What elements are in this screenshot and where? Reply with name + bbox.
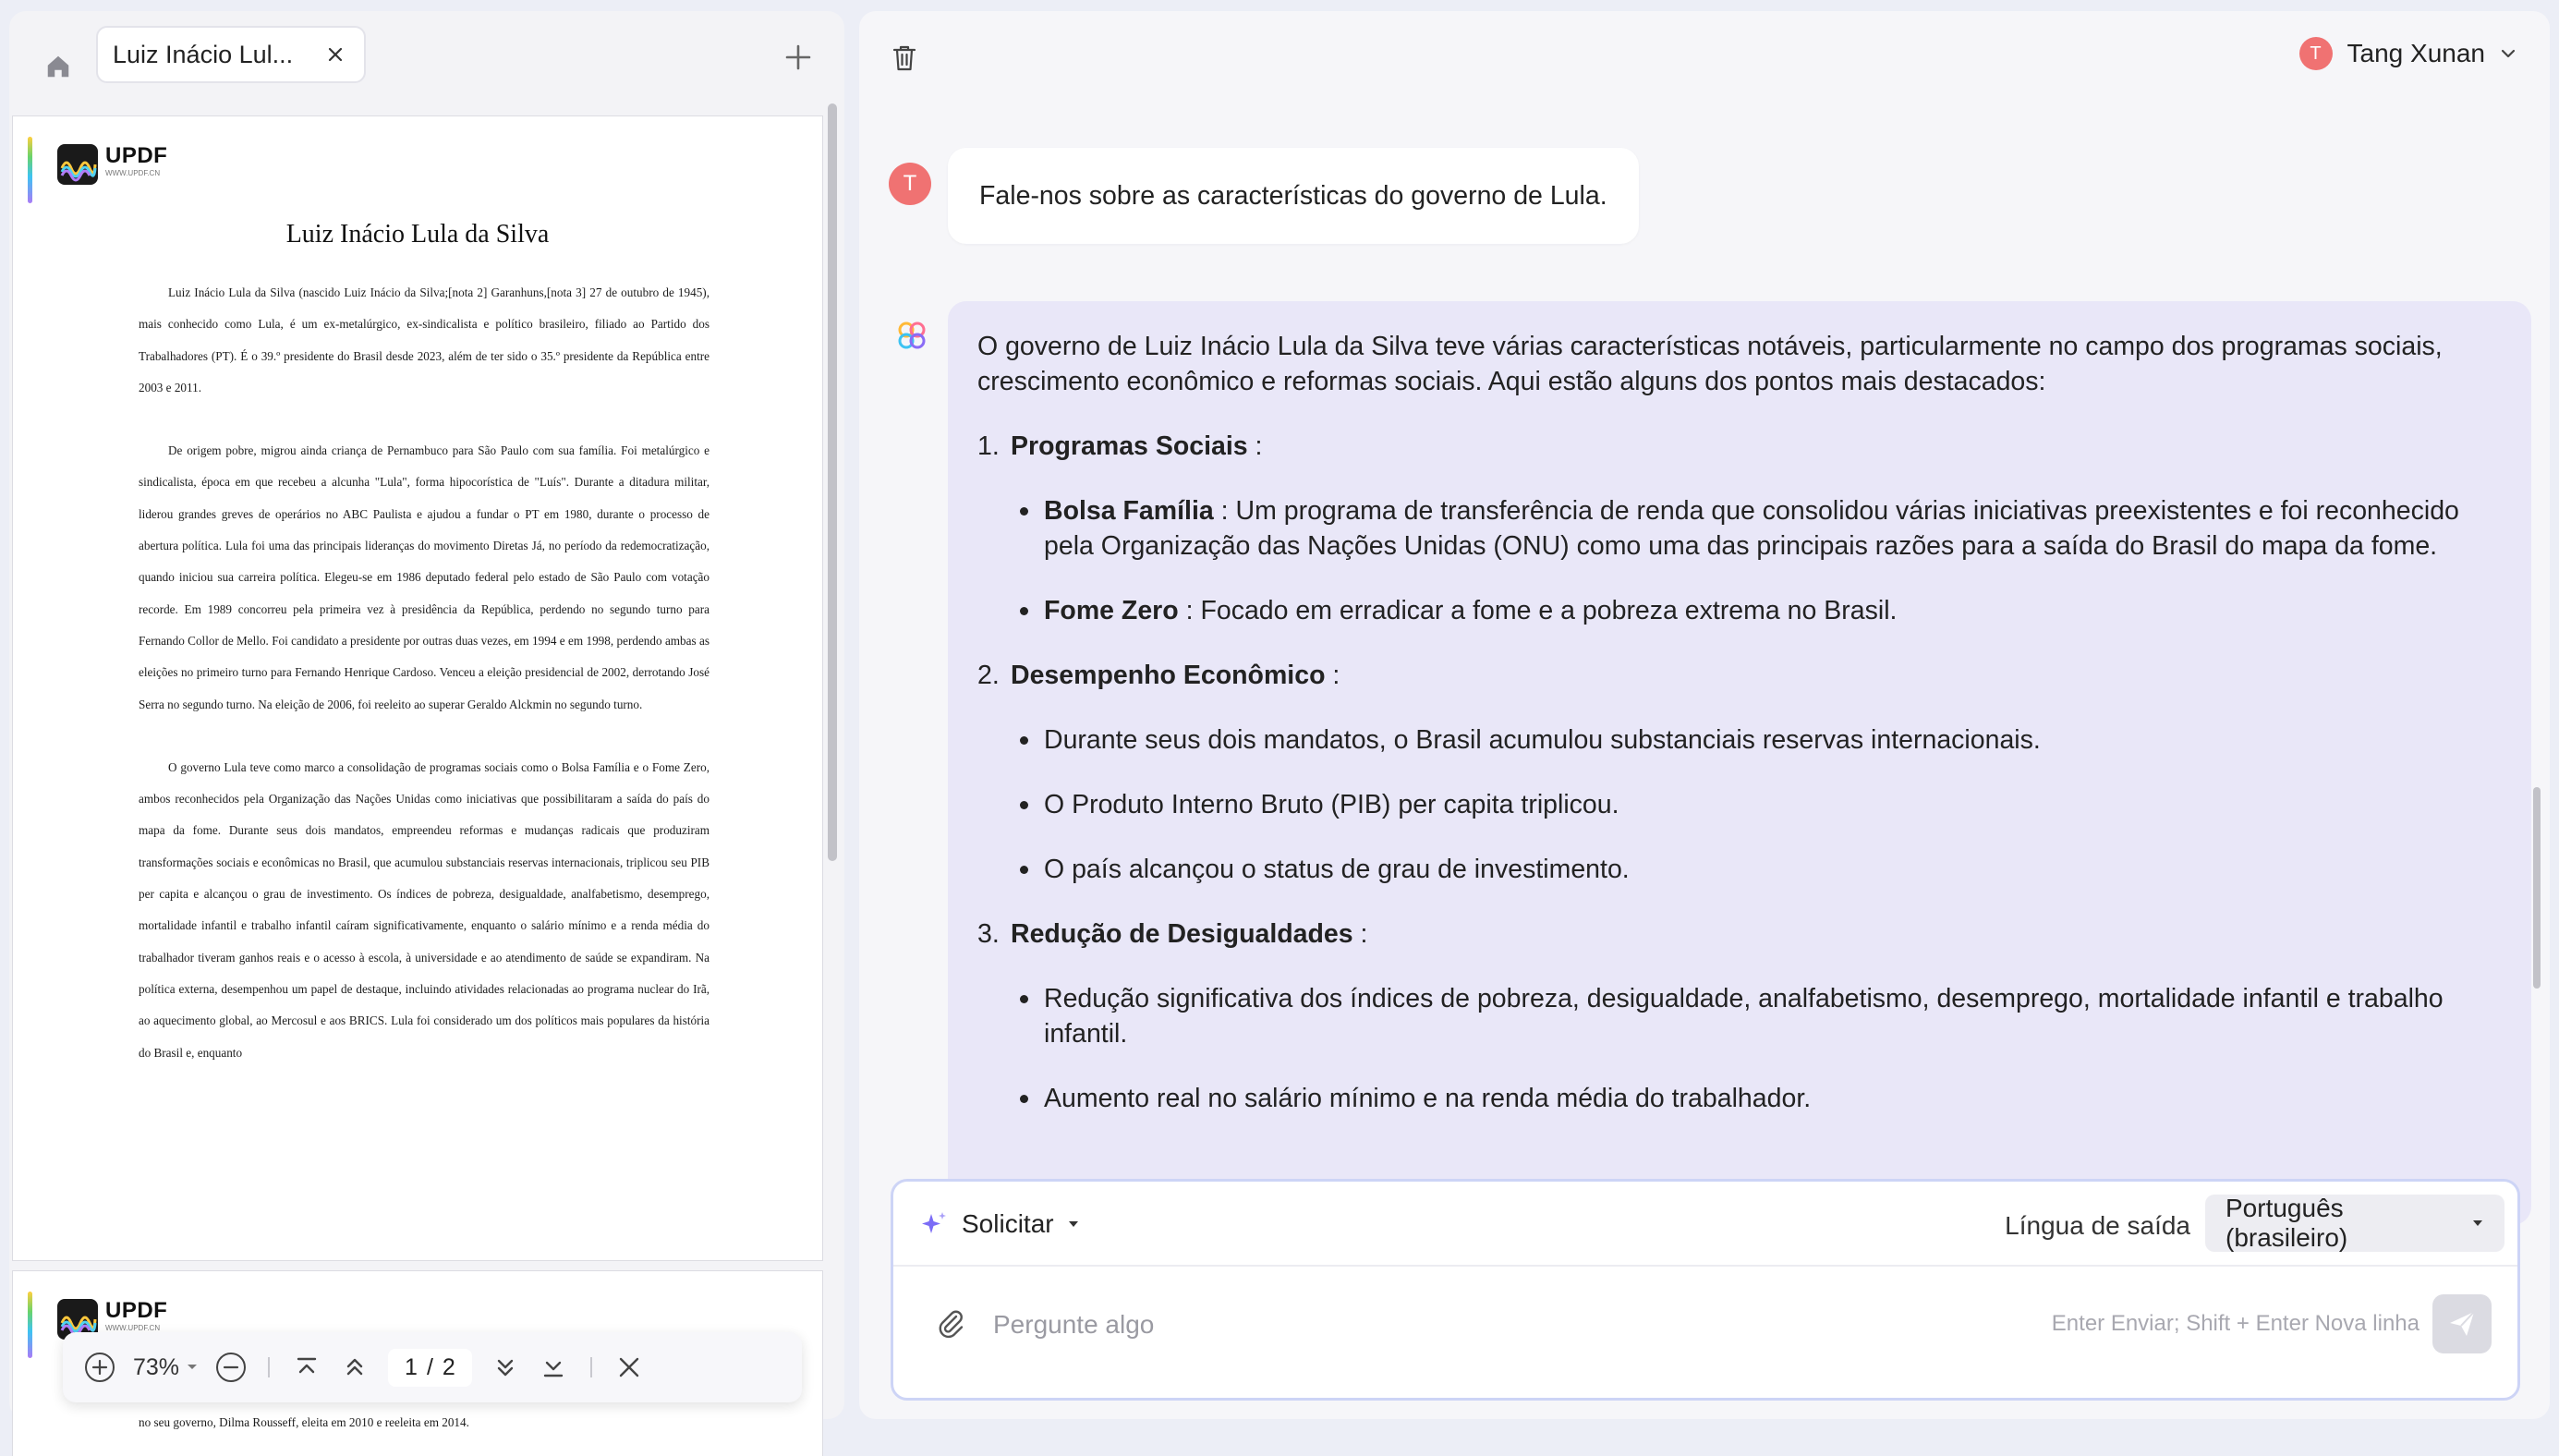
logo-text: UPDF [105,1298,168,1323]
document-paragraph: De origem pobre, migrou ainda criança de Pernambuco para São Paulo com sua família. Foi metalúrgico e sindicalista, época em que recebeu a alcunha "Lula", forma hipocorística de "Luís". Durante a ditadura militar, liderou grandes greves de operários no ABC Paulista e ajudou a fundar o PT em 1980, durante o processo de abertura política. Lula foi uma das principais lideranças do movimento Diretas Já, no período da redemocratização, quando iniciou sua carreira política. Elegeu-se em 1986 deputado federal pelo estado de São Paulo com votação recorde. Em 1989 concorreu pela primeira vez à presidência da República, perdendo no segundo turno para Fernando Collor de Mello. Foi candidato a presidente por outras duas vezes, em 1994 e em 1998, perdendo ambas as eleições no primeiro turno para Fernando Henrique Cardoso. Venceu a eleição presidencial de 2002, derrotando José Serra no segundo turno. Na eleição de 2006, foi reeleito ao superar Geraldo Alckmin no segundo turno. [139,443,709,711]
zoom-toolbar [63,1332,802,1402]
attach-button[interactable] [930,1304,971,1344]
page-separator: / [426,1353,433,1380]
pdf-viewer-panel [9,11,844,1429]
home-button[interactable] [35,48,81,85]
item-text: : Um programa de transferência de renda que consolidou várias iniciativas preexistentes e foi reconhecido pela Organização das Nações Unidas (ONU) como uma das principais razões para a saída do Brasil do mapa da fome. [1044,496,2459,561]
output-language-label: Língua de saída [2005,1211,2190,1240]
keyboard-hint: Enter Enviar; Shift + Enter Nova linha [2051,1311,2420,1336]
ai-section [977,658,2502,887]
section-suffix: : [1247,431,1263,461]
zoom-out-icon [214,1351,248,1384]
list-item: O Produto Interno Bruto (PIB) per capita triplicou. [1011,787,2502,822]
page-color-stripe [28,1292,32,1358]
caret-down-icon [2471,1219,2484,1228]
item-bold: Fome Zero [1044,596,1179,625]
next-page-button[interactable] [481,1343,529,1391]
list-item: Redução significativa dos índices de pobreza, desigualdade, analfabetismo, desemprego, mortalidade infantil e trabalho infantil. [1011,981,2502,1051]
updf-logo-icon [57,144,98,185]
caret-down-icon [187,1364,198,1371]
home-icon [44,53,72,80]
sparkle-icon [919,1209,949,1239]
chat-history[interactable] [859,122,2550,1155]
first-page-button[interactable] [283,1343,331,1391]
close-icon [617,1355,641,1379]
prompt-label: Solicitar [962,1209,1054,1238]
trash-icon [891,43,918,73]
ai-response [948,301,2531,1225]
document-line: no seu governo, Dilma Rousseff, eleita em 2010 e reeleita em 2014. [139,1415,469,1429]
section-suffix: : [1325,661,1340,690]
section-title: Desempenho Econômico [1011,661,1326,690]
item-bold: Bolsa Família [1044,496,1214,526]
message-composer [891,1179,2520,1401]
close-icon [327,46,344,63]
zoom-out-button[interactable] [207,1343,255,1391]
chat-scrollbar[interactable] [2533,787,2541,989]
user-message-avatar: T [889,163,931,205]
zoom-in-button[interactable] [76,1343,124,1391]
section-title: Programas Sociais [1011,431,1248,461]
pdf-page-1 [13,116,822,1260]
section-items [1011,493,2502,628]
logo-url: WWW.UPDF.CN [105,169,161,177]
list-item [1011,593,2502,628]
prompt-dropdown[interactable] [919,1200,1080,1248]
tab-title: Luiz Inácio Lul... [113,40,294,68]
composer-options-bar [893,1182,2517,1267]
caret-down-icon [1067,1219,1080,1229]
current-page: 1 [405,1353,418,1380]
section-suffix: : [1352,919,1368,949]
item-text: : Focado em erradicar a fome e a pobreza extrema no Brasil. [1178,596,1898,625]
section-items [1011,722,2502,887]
output-language-value: Português (brasileiro) [2225,1194,2348,1252]
section-number: 3. [977,919,1000,949]
send-icon [2446,1308,2478,1340]
toolbar-divider [590,1357,592,1377]
double-chevron-up-icon [341,1353,369,1381]
document-paragraph: O governo Lula teve como marco a consolidação de programas sociais como o Bolsa Família e o Fome Zero, ambos reconhecidos pela Organização das Nações Unidas como iniciativas que possibilitaram a saída do país do mapa da fome. Durante seus dois mandatos, empreendeu reformas e mudanças radicais que produziram transformações sociais e econômicas no Brasil, que acumulou substanciais reservas internacionais, triplicou seu PIB per capita e alcançou o grau de investimento. Os índices de pobreza, desigualdade, analfabetismo, desemprego, mortalidade infantil e trabalho infantil caíram significativamente, enquanto o salário mínimo e a renda média do trabalhador tiveram ganhos reais e o acesso à escola, à universidade e ao atendimento de saúde se expandiram. Na política externa, desempenhou um papel de destaque, incluindo atividades relacionadas ao programa nuclear do Irã, ao aquecimento global, ao Mercosul e aos BRICS. Lula foi considerado um dos políticos mais populares da história do Brasil e, enquanto [139,759,709,1060]
document-title: Luiz Inácio Lula da Silva [285,220,550,249]
last-page-button[interactable] [529,1343,577,1391]
chevron-down-icon [2500,48,2517,59]
ai-chat-panel [859,11,2550,1419]
document-body [139,277,709,1100]
page-color-stripe [28,137,32,203]
user-menu[interactable] [2299,37,2517,70]
send-button[interactable] [2432,1294,2492,1353]
list-item: Aumento real no salário mínimo e na renda média do trabalhador. [1011,1081,2502,1116]
add-tab-button[interactable] [778,37,819,78]
updf-logo [57,144,167,185]
section-number: 1. [977,431,1000,461]
zoom-level: 73% [133,1353,180,1380]
ai-assistant-icon [896,320,928,351]
paperclip-icon [934,1307,967,1341]
page-indicator[interactable] [388,1349,472,1387]
logo-url: WWW.UPDF.CN [105,1324,161,1332]
close-toolbar-button[interactable] [605,1343,653,1391]
section-items [1011,981,2502,1116]
document-viewport[interactable] [9,103,844,1429]
total-pages: 2 [442,1353,455,1380]
previous-page-button[interactable] [331,1343,379,1391]
plus-icon [784,43,812,71]
logo-text: UPDF [105,143,168,168]
toolbar-divider [268,1357,270,1377]
avatar: T [2299,37,2333,70]
delete-chat-button[interactable] [883,37,926,79]
section-number: 2. [977,661,1000,690]
tab-close-button[interactable] [321,41,349,68]
list-item [1011,493,2502,564]
zoom-level-dropdown[interactable] [133,1354,198,1381]
first-page-icon [293,1353,321,1381]
document-scrollbar[interactable] [828,103,837,861]
zoom-in-icon [83,1351,116,1384]
document-tab[interactable] [96,26,366,83]
output-language-select[interactable] [2205,1195,2504,1252]
document-paragraph: Luiz Inácio Lula da Silva (nascido Luiz Inácio da Silva;[nota 2] Garanhuns,[nota 3] 27 de outubro de 1945), mais conhecido como Lula, é um ex-metalúrgico, ex-sindicalista e político brasileiro, filiado ao Partido dos Trabalhadores (PT). É o 39.º presidente do Brasil desde 2023, além de ter sido o 35.º presidente da República entre 2003 e 2011. [139,285,709,394]
list-item: O país alcançou o status de grau de investimento. [1011,852,2502,887]
user-name: Tang Xunan [2347,39,2485,67]
list-item: Durante seus dois mandatos, o Brasil acumulou substanciais reservas internacionais. [1011,722,2502,758]
ai-intro: O governo de Luiz Inácio Lula da Silva teve várias características notáveis, particularmente no campo dos programas sociais, crescimento econômico e reformas sociais. Aqui estão alguns dos pontos mais destacados: [977,332,2443,396]
question-input[interactable] [991,1296,1993,1353]
user-message: Fale-nos sobre as características do governo de Lula. [948,148,1639,244]
ai-section [977,429,2502,628]
double-chevron-down-icon [491,1353,519,1381]
ai-section [977,916,2502,1116]
section-title: Redução de Desigualdades [1011,919,1353,949]
ai-section-list [977,429,2502,1116]
last-page-icon [540,1353,567,1381]
